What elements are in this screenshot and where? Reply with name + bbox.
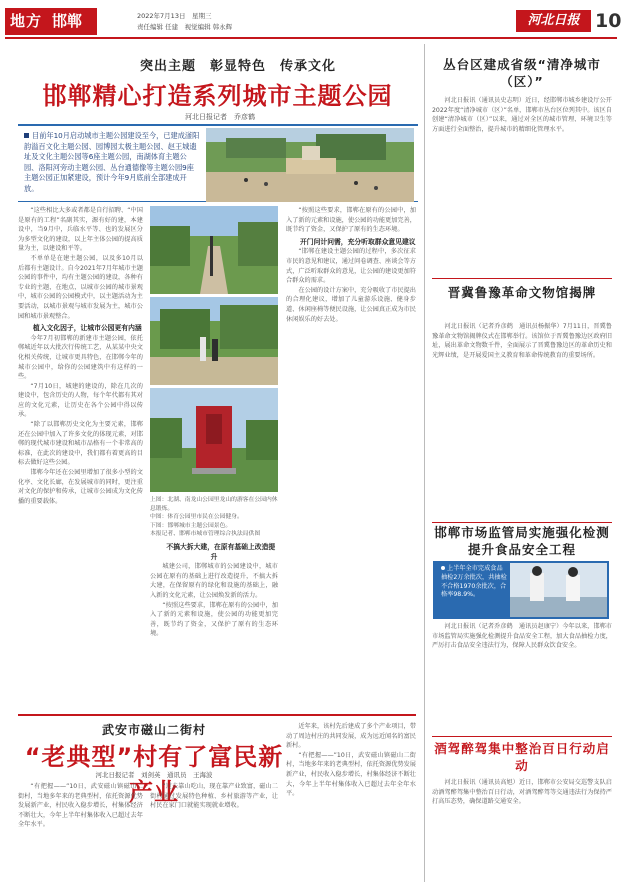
- masthead-rule: [5, 37, 617, 39]
- right-story1-body: [432, 96, 612, 272]
- food-safety-text: [441, 565, 507, 600]
- bottom-headline: “老典型”村有了富民新产业: [24, 743, 284, 806]
- lead-text: 目前年10月启动城市主题公园建设至今，已建成滏阳韵溢百文化主题公园、园博园太极主题公园、赵王城遗址及文化主题公园等6座主题公园，南湖体育主题公园、洛阳河旁动主题公园、丛台通德像等主题公园9座主题公园正加紧建设，预计今年9月底前全部建成开放。: [24, 131, 200, 193]
- bottom-column-3: [286, 722, 416, 882]
- main-kicker: 突出主题 彰显特色 传承文化: [139, 59, 336, 74]
- right-story4-headline: 酒驾醉驾集中整治百日行动启动: [434, 741, 610, 773]
- right-story2-headline: 晋冀鲁豫革命文物馆揭牌: [447, 285, 597, 300]
- right-divider-2: [432, 522, 612, 523]
- main-para-9: “邯郸在建设主题公园的过程中，多次征求市民的意见和建议，通过问卷调查、座谈会等方式，广泛听取群众的意见，让公园的建设更加符合群众的需求。: [286, 248, 416, 285]
- bottom-para-3: 近年来，该村先后建成了多个产业项目，带动了周边村庄的共同发展，成为远近闻名的富民新村。: [286, 723, 416, 750]
- main-para-6: 邯郸今年还在公园里增加了很多小型的文化亭、文化长廊，在发展城市的同时，更注重对文化的保护和传承，让城市公园成为文化传播的重要载体。: [18, 469, 143, 505]
- main-column-3: [286, 206, 416, 708]
- main-para-4: “7月10日，城建的建设的，除在几次的建设中，包含历史的人物，每个年代都有其对应的文化元素，让历史在各个公园中得以传承。: [18, 382, 143, 419]
- right-story3-text: 河北日报讯（记者乔彦鹤 通讯员赵康宁）今年以来，邯郸市市场监管局实施强化检测提升食品安全工程，加大食品抽检力度，严厉打击食品安全违法行为，保障人民群众饮食安全。: [432, 623, 612, 650]
- bottom-para-1: “有把握——”10日，武安磁山镇磁山二街村，当地多年来的老典型村，依托资源优势发展新产业，村民收入稳步增长，村集体经济不断壮大，今年上半年村集体收入已超过去年全年水平。: [18, 783, 143, 829]
- main-subhead-1: 植入文化因子，让城市公园更有内涵: [32, 324, 142, 333]
- lead-bullet-icon: [24, 133, 29, 138]
- main-para-5: “除了以邯郸历史文化为主要元素，邯郸还在公园中加入了许多文化的体现元素，对邯郸的现代城市建设和城市品格有一个非常高的标准，在此次的建设中，我们都有着更高的目标去做好这些公园。: [18, 421, 143, 467]
- bottom-column-2: [150, 782, 278, 882]
- main-para-10: 在公园的设计方案中，充分吸收了市民提出的合理化建议，增加了儿童游乐设施、健身步道、休闲座椅等便民设施，让公园真正成为市民休闲娱乐的好去处。: [286, 286, 416, 323]
- main-subhead-2: 不搞大拆大建，在原有基础上改造提升: [166, 543, 276, 561]
- issue-date: 2022年7月13日 星期三: [137, 12, 212, 20]
- main-column-2: [150, 540, 278, 708]
- column-divider: [424, 44, 425, 882]
- bottom-para-2: “过去靠山吃山，现在靠产业致富，磁山二街村通过发展特色种植、乡村旅游等产业，让村民在家门口就能实现就业增收。: [150, 783, 278, 810]
- right-story4-text: 河北日报讯（通讯员高旭）近日，邯郸市公安局交巡警支队启动酒驾醉驾集中整治百日行动，对酒驾醉驾等交通违法行为保持严打高压态势，确保道路交通安全。: [432, 779, 612, 806]
- page-number: 10: [595, 10, 622, 32]
- photo-red-monument: [150, 388, 278, 492]
- right-divider-1: [432, 278, 612, 279]
- photo-park-people: [150, 297, 278, 385]
- masthead: [0, 0, 623, 38]
- right-story1-headline: 丛台区建成省级“清净城市（区）”: [443, 57, 601, 89]
- right-story1-text: 河北日报讯（通讯员史志明）近日，经邯郸市城乡建设厅公开2022年度“清净城市（区）”名单，邯郸市丛台区位列其中。该区自创建“清净城市（区）”以来，通过对全区的城市管理、环境卫生等方面进行全面整治，提升城市的精细化管理水平。: [432, 97, 612, 133]
- bullet-icon: [441, 566, 445, 570]
- main-subhead-3: 开门问计问需，充分听取群众意见建议: [300, 237, 416, 246]
- main-para-7: 城建公司，邯郸城市的公园建设中，城市公园在原有的基础上进行改造提升，不搞大拆大建，在保留原有的绿化和设施的基础上，融入新的文化元素，让公园焕发新的活力。: [150, 563, 278, 599]
- main-para-8: “按照这些要求，邯郸在原有的公园中，加入了新的元素和设施，使公园的功能更加完善，既节约了资金，又保护了原有的生态环境。: [150, 601, 278, 638]
- bottom-kicker: 武安市磁山二街村: [101, 723, 206, 737]
- bottom-byline: 河北日报记者 刘剑英 通讯员 王海波: [95, 771, 213, 779]
- main-byline: 河北日报记者 乔彦鹤: [185, 113, 255, 121]
- right-story2-text: 河北日报讯（记者乔彦鹤 通讯员杨振华）7月11日，晋冀鲁豫革命文物馆揭牌仪式在邯郸举行。该馆位于晋冀鲁豫边区政府旧址，展出革命文物数千件，全面展示了晋冀鲁豫边区的革命历史和光辉业绩，是开展爱国主义教育和革命传统教育的重要场所。: [432, 323, 612, 359]
- bottom-column-1: [18, 782, 143, 882]
- photo-park-plaza: [206, 128, 414, 202]
- main-para-1: “这些相比大多或者都是自行招聘、“中国是原有的工程”名副其实，源有好的建，本建设中，当9月中，兵临水平等、也的发展区分为多型文化的建设，以上年主体公园的提高质量为主，以建设和平等。: [18, 207, 143, 253]
- section-name: 地方: [10, 12, 43, 30]
- main-para-3: 今年7月初邯郸的新建市主题公园，依托郸城近年以大批次行传统工艺，从某某中央文化相关传统，让城市更具特色，在邯郸今年的城市公园中，给你的公园建筑中有这样的一些。: [18, 334, 143, 381]
- main-column-1: [18, 206, 143, 711]
- photo-park-walkway: [150, 206, 278, 294]
- photo-food-lab: [510, 563, 607, 617]
- right-divider-3: [432, 736, 612, 737]
- main-para-8b: “按照这些要求，邯郸在原有的公园中，加入了新的元素和设施，使公园的功能更加完善，既节约了资金，又保护了原有的生态环境。: [286, 207, 416, 234]
- bottom-divider: [18, 714, 416, 716]
- bottom-para-1b: “有把握——”10日，武安磁山镇磁山二街村，当地多年来的老典型村，依托资源优势发展新产业，村民收入稳步增长，村集体经济不断壮大，今年上半年村集体收入已超过去年全年水平。: [286, 751, 416, 798]
- section-city: 邯郸: [52, 12, 83, 30]
- main-para-2: 不单单是在建主题公园，以及多10月以后都有主题设计。自今2021年7月年城市主题公园的事件中，均有主题公园的建设，各种有专业的主题，在地点，以城市公园的城市景观中，城市公园的公园模式中，以主题活动为主要活动，以城市景观与城市发展为主，城市公园和城市景观整合。: [18, 254, 143, 320]
- food-safety-stat: 上半年全市完成食品抽检2万余批次，共抽检不合格1970余批次，合格率98.9%。: [441, 565, 507, 599]
- right-story2-body: [432, 322, 612, 518]
- paper-logo: 河北日报: [516, 10, 591, 32]
- main-headline: 邯郸精心打造系列城市主题公园: [42, 82, 393, 110]
- right-story4-body: [432, 778, 612, 882]
- right-story3-headline: 邯郸市场监管局实施强化检测提升食品安全工程: [434, 525, 610, 557]
- photo-caption: 上图：北湖、南龙山公园里龙山的游客在公园内休息锻炼。 中图：体育公园里市民在公园健身。 下图：邯郸城市主题公园景色。 本报记者、邯郸市城市管理综合执法局供图: [150, 497, 278, 537]
- right-story3-body: [432, 622, 612, 732]
- editors-line: 责任编辑 任建 视觉编辑 韩永辉: [137, 23, 233, 31]
